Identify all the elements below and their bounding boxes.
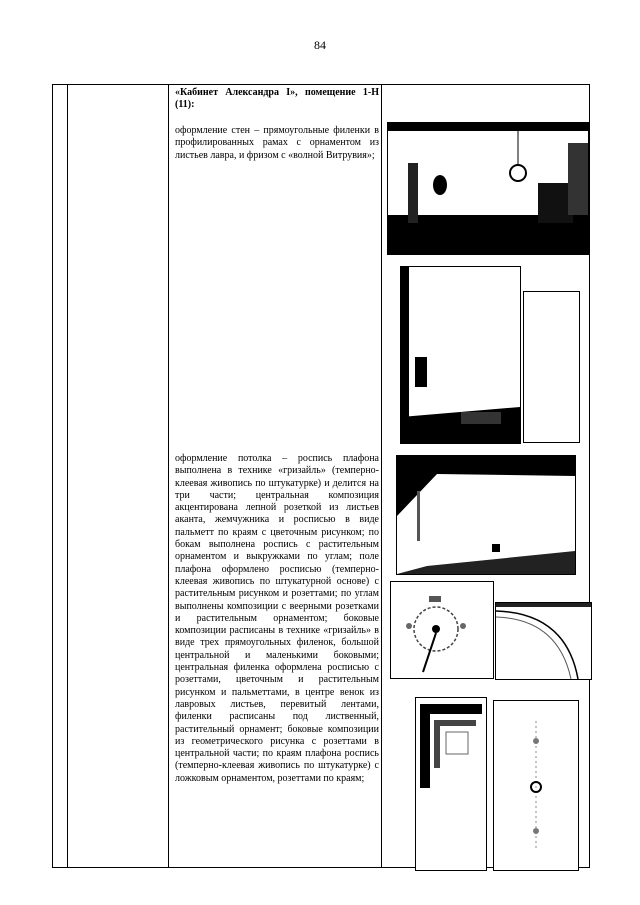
ceiling-photo-detail — [415, 697, 487, 871]
column-divider — [381, 85, 382, 867]
ceiling-photo-rosette — [390, 581, 494, 679]
ceiling-photo-overview — [396, 455, 576, 575]
column-divider — [168, 85, 169, 867]
ceiling-photo-corner — [495, 602, 592, 680]
walls-description: оформление стен – прямоугольные филенки в профилированных рамах с орнаментом из листьев лавра, и фризом с «волной Витрувия»; — [175, 125, 379, 161]
ceiling-photo-ornament — [493, 700, 579, 871]
document-table — [52, 84, 590, 868]
interior-photo-walls — [387, 122, 589, 255]
interior-photo-corner — [400, 266, 521, 444]
column-divider — [67, 85, 68, 867]
ceiling-description: оформление потолка – роспись плафона выполнена в технике «гризайль» (темперно-клеевая живопись по штукатурке) и делится на три части; центральная композиция акцентирована лепной розеткой из листьев аканта, жемчужника и росписью в виде пальметт по краям с цветочным рисунком; по бокам выполнена роспись с растительным орнаментом и выкружками по углам; поле плафона оформлено росписью (темперно-клеевая живопись по штукатурной основе) с растительным рисунком и розеттами; по углам выполнены композиции с веерными розетками и растительным орнаментом; боковые композиции расписаны в технике «гризайль» в виде трех прямоугольных филенок, большой центральной и маленькими боковыми; центральная филенка оформлена росписью с розеттами, цветочным и растительным рисунком и пальметтами, в центре венок из лавровых листьев, перевитый лентами, филенки расписаны под лиственный, растительный орнамент; боковые композиции из геометрического рисунка с розеттами в центральной части; по краям плафона роспись (темперно-клеевая живопись по штукатурке) с ложковым орнаментом, розеттами по краям; — [175, 453, 379, 784]
interior-photo-strip — [523, 291, 580, 443]
room-heading: «Кабинет Александра I», помещение 1-Н (11): — [175, 87, 379, 111]
page-number: 84 — [314, 38, 326, 52]
